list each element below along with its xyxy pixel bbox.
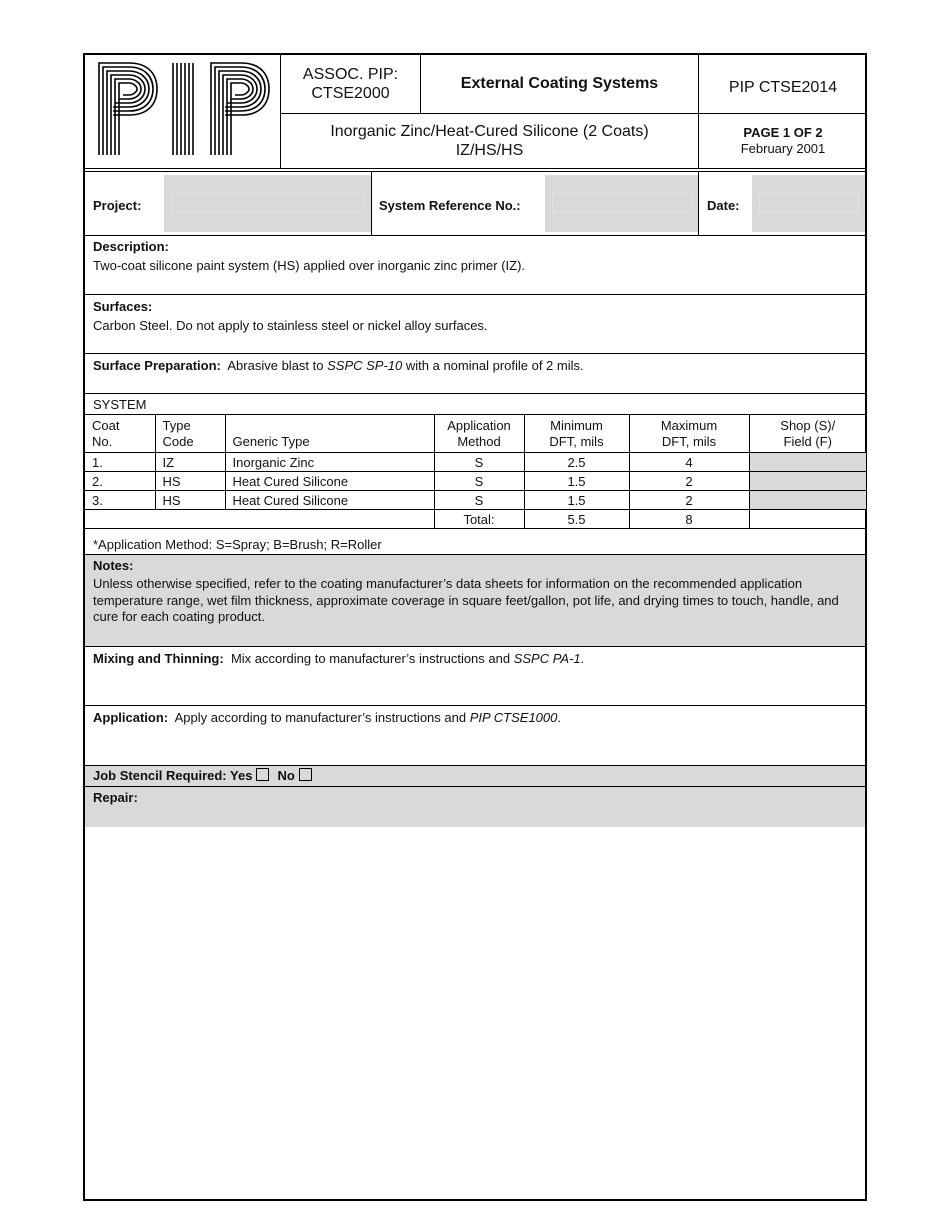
- col-coat-1: Coat: [92, 417, 120, 433]
- minimum-dft: 1.5: [524, 472, 629, 491]
- system-table-header: [85, 415, 866, 453]
- date-label: Date:: [707, 198, 740, 213]
- mixing-ref: SSPC PA-1: [513, 651, 581, 666]
- type-code: HS: [155, 472, 225, 491]
- application-method: S: [434, 453, 524, 472]
- surface-preparation-label: Surface Preparation:: [93, 358, 221, 373]
- practice-number-cell: [699, 55, 867, 113]
- application-ref: PIP CTSE1000: [469, 710, 558, 725]
- system-name: Inorganic Zinc/Heat-Cured Silicone (2 Coats): [330, 123, 649, 140]
- total-row: [85, 510, 866, 529]
- col-method-1: Application: [447, 417, 511, 433]
- coat-no: 1.: [85, 453, 155, 472]
- system-code: IZ/HS/HS: [455, 142, 524, 159]
- col-coat-2: No.: [92, 433, 113, 449]
- application-method-footnote: *Application Method: S=Spray; B=Brush; R=Roller: [93, 537, 382, 552]
- description-text: Two-coat silicone paint system (HS) applied over inorganic zinc primer (IZ).: [93, 258, 526, 273]
- mixing-section: [93, 650, 853, 667]
- system-reference-field[interactable]: [545, 175, 698, 232]
- assoc-pip-cell: [281, 55, 420, 113]
- shop-field-input[interactable]: [749, 453, 866, 472]
- job-stencil-yes-checkbox[interactable]: [256, 768, 269, 781]
- shop-field-input[interactable]: [749, 472, 866, 491]
- page-number: PAGE 1 OF 2: [743, 125, 823, 140]
- page-info-cell: [699, 114, 867, 168]
- job-stencil-no-checkbox[interactable]: [299, 768, 312, 781]
- col-min-1: Minimum: [550, 417, 603, 433]
- application-text: Apply according to manufacturer’s instructions and: [174, 710, 470, 725]
- generic-type: Heat Cured Silicone: [225, 472, 434, 491]
- practice-number: PIP CTSE2014: [728, 79, 838, 96]
- description-label: Description:: [93, 239, 169, 254]
- col-max-2: DFT, mils: [661, 433, 717, 449]
- repair-label: Repair:: [93, 790, 138, 805]
- type-code: HS: [155, 491, 225, 510]
- type-code: IZ: [155, 453, 225, 472]
- maximum-dft: 2: [629, 491, 749, 510]
- minimum-dft: 1.5: [524, 491, 629, 510]
- total-maximum-dft: 8: [629, 510, 749, 529]
- revision-date: February 2001: [740, 141, 826, 156]
- shop-field-input[interactable]: [749, 491, 866, 510]
- job-stencil-yes-label: Yes: [230, 768, 253, 783]
- job-stencil-section: [85, 766, 865, 786]
- surfaces-text: Carbon Steel. Do not apply to stainless steel or nickel alloy surfaces.: [93, 318, 488, 333]
- col-shop-1: Shop (S)/: [780, 417, 836, 433]
- repair-section[interactable]: [85, 787, 865, 827]
- form-frame: [83, 53, 867, 1201]
- description-section: [93, 238, 853, 274]
- total-label: Total:: [434, 510, 524, 529]
- col-min-2: DFT, mils: [549, 433, 604, 449]
- table-row: [85, 472, 866, 491]
- total-minimum-dft: 5.5: [524, 510, 629, 529]
- col-type-1: Type: [162, 417, 191, 433]
- job-stencil-label: Job Stencil Required:: [93, 768, 227, 783]
- surface-preparation-ref: SSPC SP-10: [327, 358, 403, 373]
- date-field[interactable]: [752, 175, 865, 232]
- job-stencil-no-label: No: [277, 768, 295, 783]
- system-label: SYSTEM: [93, 397, 147, 412]
- maximum-dft: 2: [629, 472, 749, 491]
- generic-type: Inorganic Zinc: [225, 453, 434, 472]
- maximum-dft: 4: [629, 453, 749, 472]
- coat-no: 2.: [85, 472, 155, 491]
- notes-text: Unless otherwise specified, refer to the coating manufacturer’s data sheets for information on the recommended application temperature range, wet film thickness, approximate coverage in square feet/gallon, pot life, and drying times to touch, handle, and cure for each coating product.: [93, 576, 839, 624]
- notes-label: Notes:: [93, 558, 134, 573]
- col-type-2: Code: [162, 433, 194, 449]
- col-max-1: Maximum: [660, 417, 718, 433]
- project-label: Project:: [93, 198, 142, 213]
- surfaces-section: [93, 298, 853, 334]
- project-field[interactable]: [164, 175, 371, 232]
- surfaces-label: Surfaces:: [93, 299, 153, 314]
- system-reference-label: System Reference No.:: [379, 198, 521, 213]
- title-cell: [421, 55, 698, 113]
- surface-preparation-text-end: with a nominal profile of 2 mils.: [402, 358, 584, 373]
- surface-preparation-section: [93, 357, 853, 374]
- generic-type: Heat Cured Silicone: [225, 491, 434, 510]
- system-name-cell: [281, 114, 698, 168]
- surface-preparation-text: Abrasive blast to: [227, 358, 328, 373]
- application-section: [93, 709, 853, 726]
- assoc-pip: ASSOC. PIP: CTSE2000: [302, 66, 399, 102]
- application-method: S: [434, 491, 524, 510]
- table-row: [85, 491, 866, 510]
- col-method-2: Method: [457, 433, 501, 449]
- system-table: [85, 414, 866, 529]
- application-method: S: [434, 472, 524, 491]
- mixing-label: Mixing and Thinning:: [93, 651, 224, 666]
- coat-no: 3.: [85, 491, 155, 510]
- minimum-dft: 2.5: [524, 453, 629, 472]
- pip-logo-graphic: [93, 59, 279, 159]
- table-row: [85, 453, 866, 472]
- mixing-text: Mix according to manufacturer’s instructions and: [230, 651, 514, 666]
- application-label: Application:: [93, 710, 169, 725]
- col-generic-type: Generic Type: [232, 434, 310, 449]
- notes-section: [85, 554, 865, 646]
- col-shop-2: Field (F): [783, 433, 832, 449]
- mixing-text-end: .: [580, 651, 585, 666]
- application-text-end: .: [557, 710, 562, 725]
- pip-logo: [93, 59, 279, 159]
- document-title: External Coating Systems: [460, 75, 659, 92]
